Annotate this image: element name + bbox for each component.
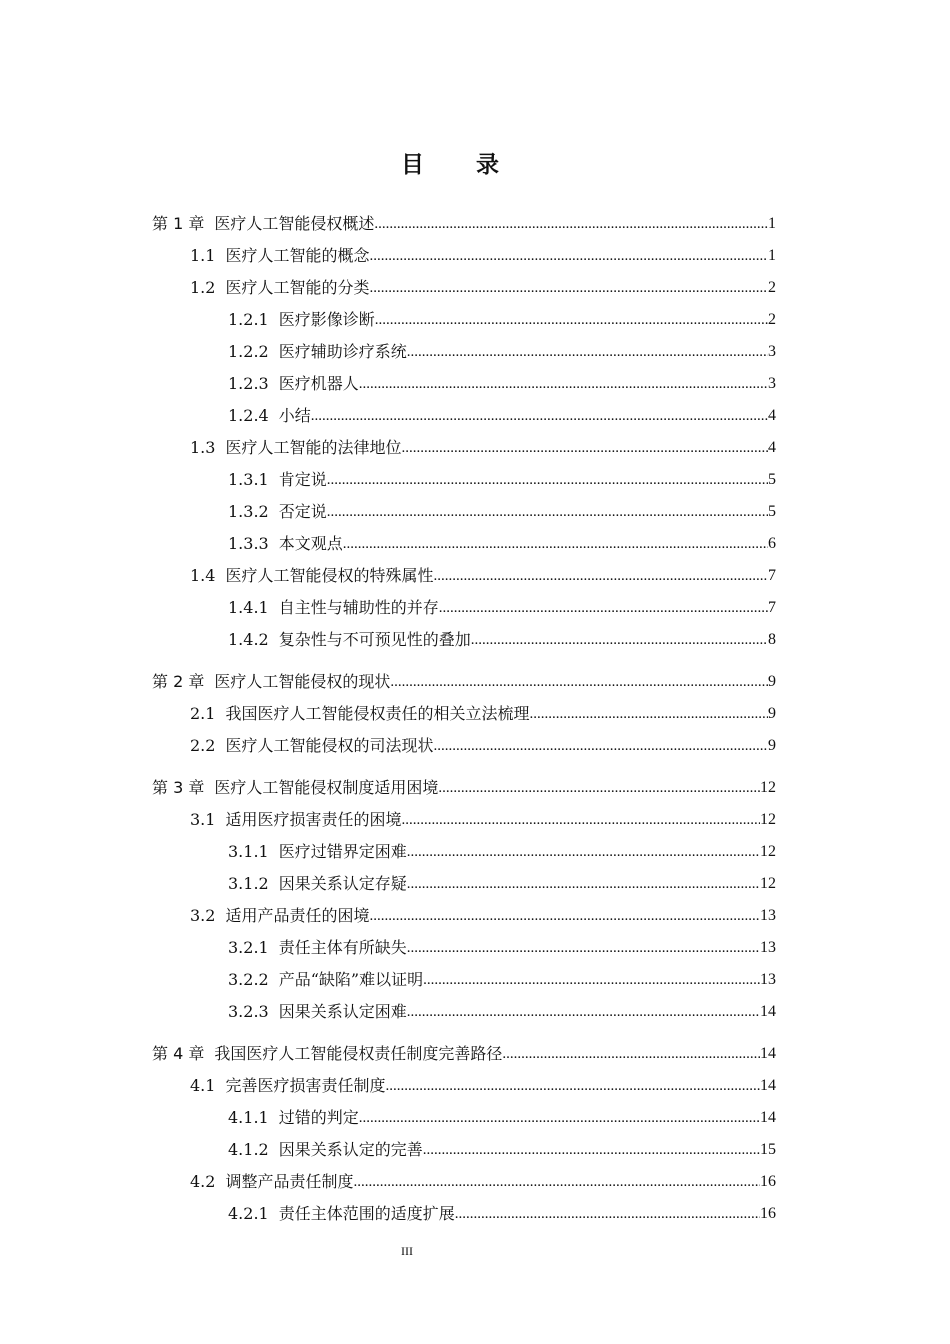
toc-entry-number: 1.2.3 — [228, 374, 269, 393]
toc-dot-leader — [407, 932, 760, 964]
toc-entry-title: 肯定说 — [278, 470, 327, 489]
toc-entry-page: 5 — [768, 471, 776, 488]
toc-dot-leader — [439, 592, 768, 624]
toc-section-entry[interactable] — [190, 698, 776, 730]
toc-entry-page: 14 — [760, 1077, 776, 1094]
toc-section-entry[interactable] — [190, 240, 776, 272]
toc-entry-title: 自主性与辅助性的并存 — [278, 598, 439, 617]
toc-dot-leader — [423, 964, 760, 996]
toc-entry-page: 15 — [760, 1141, 776, 1158]
toc-section-entry[interactable] — [190, 432, 776, 464]
toc-dot-leader — [433, 730, 768, 762]
toc-section-entry[interactable] — [228, 1102, 776, 1134]
toc-entry-page: 3 — [768, 343, 776, 360]
toc-entry-title: 我国医疗人工智能侵权责任的相关立法梳理 — [225, 704, 530, 723]
toc-entry-page: 4 — [768, 407, 776, 424]
toc-entry-page: 1 — [768, 215, 776, 232]
toc-dot-leader — [529, 698, 768, 730]
toc-entry-title: 因果关系认定存疑 — [278, 874, 407, 893]
toc-dot-leader — [359, 368, 768, 400]
toc-entry-page: 14 — [760, 1003, 776, 1020]
toc-dot-leader — [369, 900, 760, 932]
toc-entry-number: 1.3.2 — [228, 502, 269, 521]
toc-dot-leader — [359, 1102, 760, 1134]
toc-entry-number: 1.2.2 — [228, 342, 269, 361]
toc-title: 目 录 — [400, 152, 521, 178]
toc-entry-title: 医疗机器人 — [278, 374, 359, 393]
toc-entry-number: 3.2.1 — [228, 938, 269, 957]
toc-dot-leader — [374, 208, 768, 240]
toc-entry-number: 1.3.1 — [228, 470, 269, 489]
toc-entry-number: 3.2.3 — [228, 1002, 269, 1021]
toc-entry-page: 13 — [760, 907, 776, 924]
toc-entry-page: 7 — [768, 599, 776, 616]
toc-dot-leader — [327, 464, 768, 496]
toc-entry-number: 1.4.2 — [228, 630, 269, 649]
toc-section-entry[interactable] — [228, 336, 776, 368]
toc-section-entry[interactable] — [228, 964, 776, 996]
toc-entry-title: 因果关系认定困难 — [278, 1002, 407, 1021]
toc-entry-number: 1.3 — [190, 438, 216, 457]
toc-entry-number: 3.1.1 — [228, 842, 269, 861]
toc-entry-title: 本文观点 — [278, 534, 343, 553]
toc-entry-title: 我国医疗人工智能侵权责任制度完善路径 — [214, 1044, 503, 1063]
toc-dot-leader — [401, 432, 768, 464]
toc-section-entry[interactable] — [228, 592, 776, 624]
toc-entry-page: 5 — [768, 503, 776, 520]
toc-section-entry[interactable] — [228, 1134, 776, 1166]
toc-entry-number: 4.1 — [190, 1076, 216, 1095]
toc-dot-leader — [375, 304, 768, 336]
toc-section-entry[interactable] — [190, 1070, 776, 1102]
toc-entry-title: 适用产品责任的困境 — [225, 906, 370, 925]
toc-dot-leader — [423, 1134, 760, 1166]
toc-entry-title: 医疗人工智能侵权概述 — [214, 214, 375, 233]
toc-section-entry[interactable] — [228, 868, 776, 900]
toc-entry-title: 因果关系认定的完善 — [278, 1140, 423, 1159]
toc-entry-page: 8 — [768, 631, 776, 648]
toc-dot-leader — [407, 996, 760, 1028]
toc-entry-number: 1.4.1 — [228, 598, 269, 617]
toc-entry-title: 责任主体有所缺失 — [278, 938, 407, 957]
toc-entry-page: 9 — [768, 737, 776, 754]
toc-entry-page: 12 — [760, 875, 776, 892]
toc-entry-number: 2.1 — [190, 704, 216, 723]
toc-section-entry[interactable] — [190, 804, 776, 836]
toc-entry-title: 医疗影像诊断 — [278, 310, 375, 329]
toc-entry-page: 1 — [768, 247, 776, 264]
toc-entry-page: 2 — [768, 279, 776, 296]
toc-section-entry[interactable] — [228, 464, 776, 496]
toc-dot-leader — [433, 560, 768, 592]
toc-section-entry[interactable] — [190, 900, 776, 932]
toc-chapter-entry[interactable] — [152, 1038, 776, 1070]
toc-dot-leader — [390, 666, 768, 698]
toc-dot-leader — [401, 804, 760, 836]
toc-dot-leader — [369, 272, 768, 304]
toc-section-entry[interactable] — [228, 624, 776, 656]
toc-entry-page: 12 — [760, 811, 776, 828]
toc-chapter-entry[interactable] — [152, 208, 776, 240]
toc-entry-page: 9 — [768, 673, 776, 690]
toc-entry-page: 6 — [768, 535, 776, 552]
toc-entry-page: 3 — [768, 375, 776, 392]
toc-entry-number: 第 4 章 — [152, 1044, 205, 1063]
toc-dot-leader — [407, 868, 760, 900]
toc-section-entry[interactable] — [228, 836, 776, 868]
page-number: III — [401, 1244, 413, 1258]
toc-entry-title: 调整产品责任制度 — [225, 1172, 354, 1191]
toc-dot-leader — [407, 836, 760, 868]
toc-entry-title: 医疗人工智能的分类 — [225, 278, 370, 297]
toc-entry-title: 医疗人工智能的法律地位 — [225, 438, 402, 457]
toc-entry-title: 医疗人工智能侵权制度适用困境 — [214, 778, 439, 797]
toc-entry-page: 7 — [768, 567, 776, 584]
toc-entry-page: 9 — [768, 705, 776, 722]
toc-entry-title: 医疗人工智能侵权的现状 — [214, 672, 391, 691]
toc-dot-leader — [327, 496, 768, 528]
toc-entry-number: 1.2.1 — [228, 310, 269, 329]
toc-section-entry[interactable] — [190, 272, 776, 304]
toc-entry-page: 2 — [768, 311, 776, 328]
toc-entry-page: 16 — [760, 1173, 776, 1190]
toc-entry-page: 16 — [760, 1205, 776, 1222]
toc-section-entry[interactable] — [228, 304, 776, 336]
toc-entry-page: 13 — [760, 939, 776, 956]
toc-entry-title: 复杂性与不可预见性的叠加 — [278, 630, 471, 649]
toc-entry-number: 4.2 — [190, 1172, 216, 1191]
toc-dot-leader — [407, 336, 768, 368]
toc-entry-number: 第 3 章 — [152, 778, 205, 797]
toc-dot-leader — [471, 624, 768, 656]
toc-entry-number: 3.1.2 — [228, 874, 269, 893]
toc-dot-leader — [438, 772, 760, 804]
toc-section-entry[interactable] — [228, 996, 776, 1028]
toc-entry-number: 1.3.3 — [228, 534, 269, 553]
toc-section-entry[interactable] — [190, 560, 776, 592]
toc-entry-number: 1.2.4 — [228, 406, 269, 425]
toc-entry-number: 4.1.1 — [228, 1108, 269, 1127]
toc-entry-number: 3.1 — [190, 810, 216, 829]
toc-entry-number: 4.2.1 — [228, 1204, 269, 1223]
toc-section-entry[interactable] — [228, 368, 776, 400]
toc-section-entry[interactable] — [228, 496, 776, 528]
toc-chapter-entry[interactable] — [152, 666, 776, 698]
toc-entry-title: 适用医疗损害责任的困境 — [225, 810, 402, 829]
toc-section-entry[interactable] — [228, 1198, 776, 1230]
toc-entry-title: 医疗人工智能的概念 — [225, 246, 370, 265]
toc-entry-title: 责任主体范围的适度扩展 — [278, 1204, 455, 1223]
toc-chapter-entry[interactable] — [152, 772, 776, 804]
toc-entry-number: 1.4 — [190, 566, 216, 585]
toc-entry-page: 12 — [760, 779, 776, 796]
toc-dot-leader — [455, 1198, 760, 1230]
toc-entry-page: 12 — [760, 843, 776, 860]
toc-dot-leader — [369, 240, 768, 272]
toc-entry-title: 过错的判定 — [278, 1108, 359, 1127]
toc-entry-title: 小结 — [278, 406, 311, 425]
toc-section-entry[interactable] — [190, 730, 776, 762]
toc-section-entry[interactable] — [228, 528, 776, 560]
toc-section-entry[interactable] — [190, 1166, 776, 1198]
toc-dot-leader — [343, 528, 768, 560]
toc-entry-page: 13 — [760, 971, 776, 988]
toc-entry-title: 产品“缺陷”难以证明 — [278, 970, 424, 989]
toc-entry-title: 否定说 — [278, 502, 327, 521]
toc-entry-number: 1.1 — [190, 246, 216, 265]
toc-section-entry[interactable] — [228, 932, 776, 964]
toc-entry-number: 4.1.2 — [228, 1140, 269, 1159]
toc-entry-number: 3.2 — [190, 906, 216, 925]
toc-entry-title: 医疗辅助诊疗系统 — [278, 342, 407, 361]
toc-dot-leader — [385, 1070, 760, 1102]
toc-dot-leader — [502, 1038, 760, 1070]
toc-section-entry[interactable] — [228, 400, 776, 432]
toc-entry-page: 14 — [760, 1109, 776, 1126]
toc-entry-number: 1.2 — [190, 278, 216, 297]
toc-entry-page: 14 — [760, 1045, 776, 1062]
toc-entry-title: 医疗人工智能侵权的司法现状 — [225, 736, 434, 755]
toc-entry-title: 完善医疗损害责任制度 — [225, 1076, 386, 1095]
toc-entry-number: 3.2.2 — [228, 970, 269, 989]
toc-entry-number: 2.2 — [190, 736, 216, 755]
toc-entry-page: 4 — [768, 439, 776, 456]
toc-entry-title: 医疗人工智能侵权的特殊属性 — [225, 566, 434, 585]
toc-entry-number: 第 1 章 — [152, 214, 205, 233]
toc-dot-leader — [311, 400, 768, 432]
toc-entry-number: 第 2 章 — [152, 672, 205, 691]
toc-entry-title: 医疗过错界定困难 — [278, 842, 407, 861]
toc-dot-leader — [353, 1166, 760, 1198]
